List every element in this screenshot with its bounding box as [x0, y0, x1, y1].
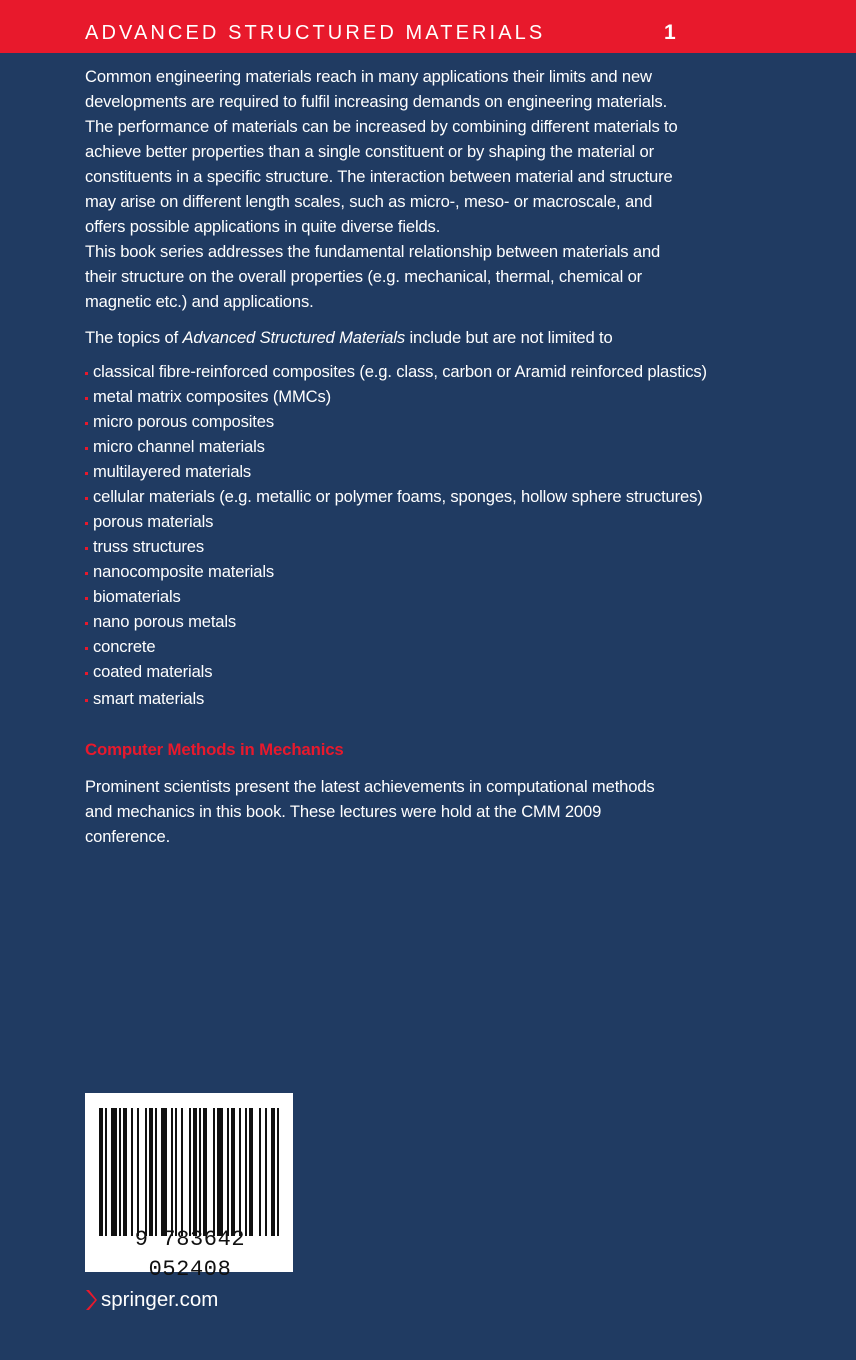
topics-intro	[85, 325, 685, 350]
bullet-icon	[85, 647, 88, 650]
header-bar	[0, 0, 856, 53]
volume-number: 1	[664, 21, 676, 44]
barcode-bar	[199, 1108, 201, 1236]
barcode-bar	[259, 1108, 261, 1236]
barcode-bar	[265, 1108, 267, 1236]
list-item	[85, 659, 685, 684]
bullet-icon	[85, 397, 88, 400]
series-paragraph: This book series addresses the fundamental relationship between materials and their structure on the overall properties (e.g. mechanical, thermal, chemical or magnetic etc.) and applications.	[85, 242, 661, 311]
bullet-icon	[85, 372, 88, 375]
topic-text: nanocomposite materials	[93, 562, 275, 581]
topic-text: classical fibre-reinforced composites (e.g. class, carbon or Aramid reinforced plastics)	[93, 362, 707, 381]
barcode-bar	[149, 1108, 153, 1236]
intro-paragraph: Common engineering materials reach in many applications their limits and new developments are required to fulfil increasing demands on engineering materials. The performance of materials can be increased by combining different materials to achieve better properties than a single constituent or by shaping the material or constituents in a specific structure. The interaction between material and structure may arise on different length scales, such as micro-, meso- or macroscale, and offers possible applications in quite diverse fields.	[85, 67, 678, 236]
topic-text: truss structures	[93, 537, 205, 556]
barcode-bar	[137, 1108, 139, 1236]
bullet-icon	[85, 422, 88, 425]
list-item	[85, 534, 685, 559]
list-item	[85, 359, 707, 384]
topic-text: nano porous metals	[93, 612, 237, 631]
isbn-digits: 9 783642 052408	[134, 1227, 246, 1282]
barcode-bar	[145, 1108, 147, 1236]
back-cover-text	[85, 64, 707, 849]
barcode-bar	[171, 1108, 173, 1236]
bullet-icon	[85, 547, 88, 550]
topic-text: metal matrix composites (MMCs)	[93, 387, 331, 406]
barcode-bar	[105, 1108, 107, 1236]
list-item	[85, 509, 685, 534]
bullet-icon	[85, 699, 88, 702]
barcode-bar	[155, 1108, 157, 1236]
topic-text: micro channel materials	[93, 437, 265, 456]
barcode-bar	[131, 1108, 133, 1236]
series-title: ADVANCED STRUCTURED MATERIALS	[85, 22, 546, 44]
springer-link-text: springer.com	[101, 1288, 219, 1311]
topic-text: coated materials	[93, 662, 213, 681]
book-description: Prominent scientists present the latest achievements in computational methods and mechanics in this book. These lectures were hold at the CMM 2009 conference.	[85, 777, 655, 846]
bullet-icon	[85, 572, 88, 575]
springer-link[interactable]	[85, 1285, 218, 1315]
topic-text: smart materials	[93, 689, 205, 708]
topic-text: concrete	[93, 637, 156, 656]
barcode-bar	[239, 1108, 241, 1236]
barcode-bar	[119, 1108, 121, 1236]
list-item	[85, 484, 703, 509]
bullet-icon	[85, 672, 88, 675]
barcode-bar	[249, 1108, 253, 1236]
list-item	[85, 384, 685, 409]
barcode-bar	[213, 1108, 215, 1236]
barcode-bar	[189, 1108, 191, 1236]
barcode-bar	[245, 1108, 247, 1236]
isbn-barcode	[85, 1093, 293, 1282]
topic-text: multilayered materials	[93, 462, 252, 481]
bullet-icon	[85, 497, 88, 500]
barcode-bar	[231, 1108, 235, 1236]
topic-text: cellular materials (e.g. metallic or polymer foams, sponges, hollow sphere structures)	[93, 487, 703, 506]
barcode-bar	[227, 1108, 229, 1236]
topic-text: micro porous composites	[93, 412, 274, 431]
topics-series-name: Advanced Structured Materials	[182, 328, 406, 347]
list-item	[85, 686, 685, 711]
bullet-icon	[85, 622, 88, 625]
barcode-bar	[203, 1108, 207, 1236]
list-item	[85, 559, 685, 584]
barcode-bar	[217, 1108, 223, 1236]
barcode-bar	[161, 1108, 167, 1236]
list-item	[85, 409, 685, 434]
topics-suffix: include but are not limited to	[405, 328, 613, 347]
barcode-bar	[181, 1108, 183, 1236]
topic-text: biomaterials	[93, 587, 181, 606]
list-item	[85, 434, 685, 459]
barcode-bar	[193, 1108, 197, 1236]
topic-text: porous materials	[93, 512, 214, 531]
bullet-icon	[85, 597, 88, 600]
list-item	[85, 634, 685, 659]
list-item	[85, 584, 685, 609]
barcode-bar	[277, 1108, 279, 1236]
barcode-bar	[99, 1108, 103, 1236]
chevron-right-icon	[85, 1289, 97, 1311]
list-item	[85, 459, 685, 484]
barcode-bars	[99, 1108, 279, 1238]
bullet-icon	[85, 447, 88, 450]
barcode-bar	[175, 1108, 177, 1236]
bullet-icon	[85, 472, 88, 475]
barcode-bar	[123, 1108, 127, 1236]
book-title: Computer Methods in Mechanics	[85, 740, 344, 759]
barcode-bar	[271, 1108, 275, 1236]
list-item	[85, 609, 685, 634]
topics-list	[85, 359, 707, 711]
bullet-icon	[85, 522, 88, 525]
barcode-bar	[111, 1108, 117, 1236]
topics-prefix: The topics of	[85, 328, 183, 347]
